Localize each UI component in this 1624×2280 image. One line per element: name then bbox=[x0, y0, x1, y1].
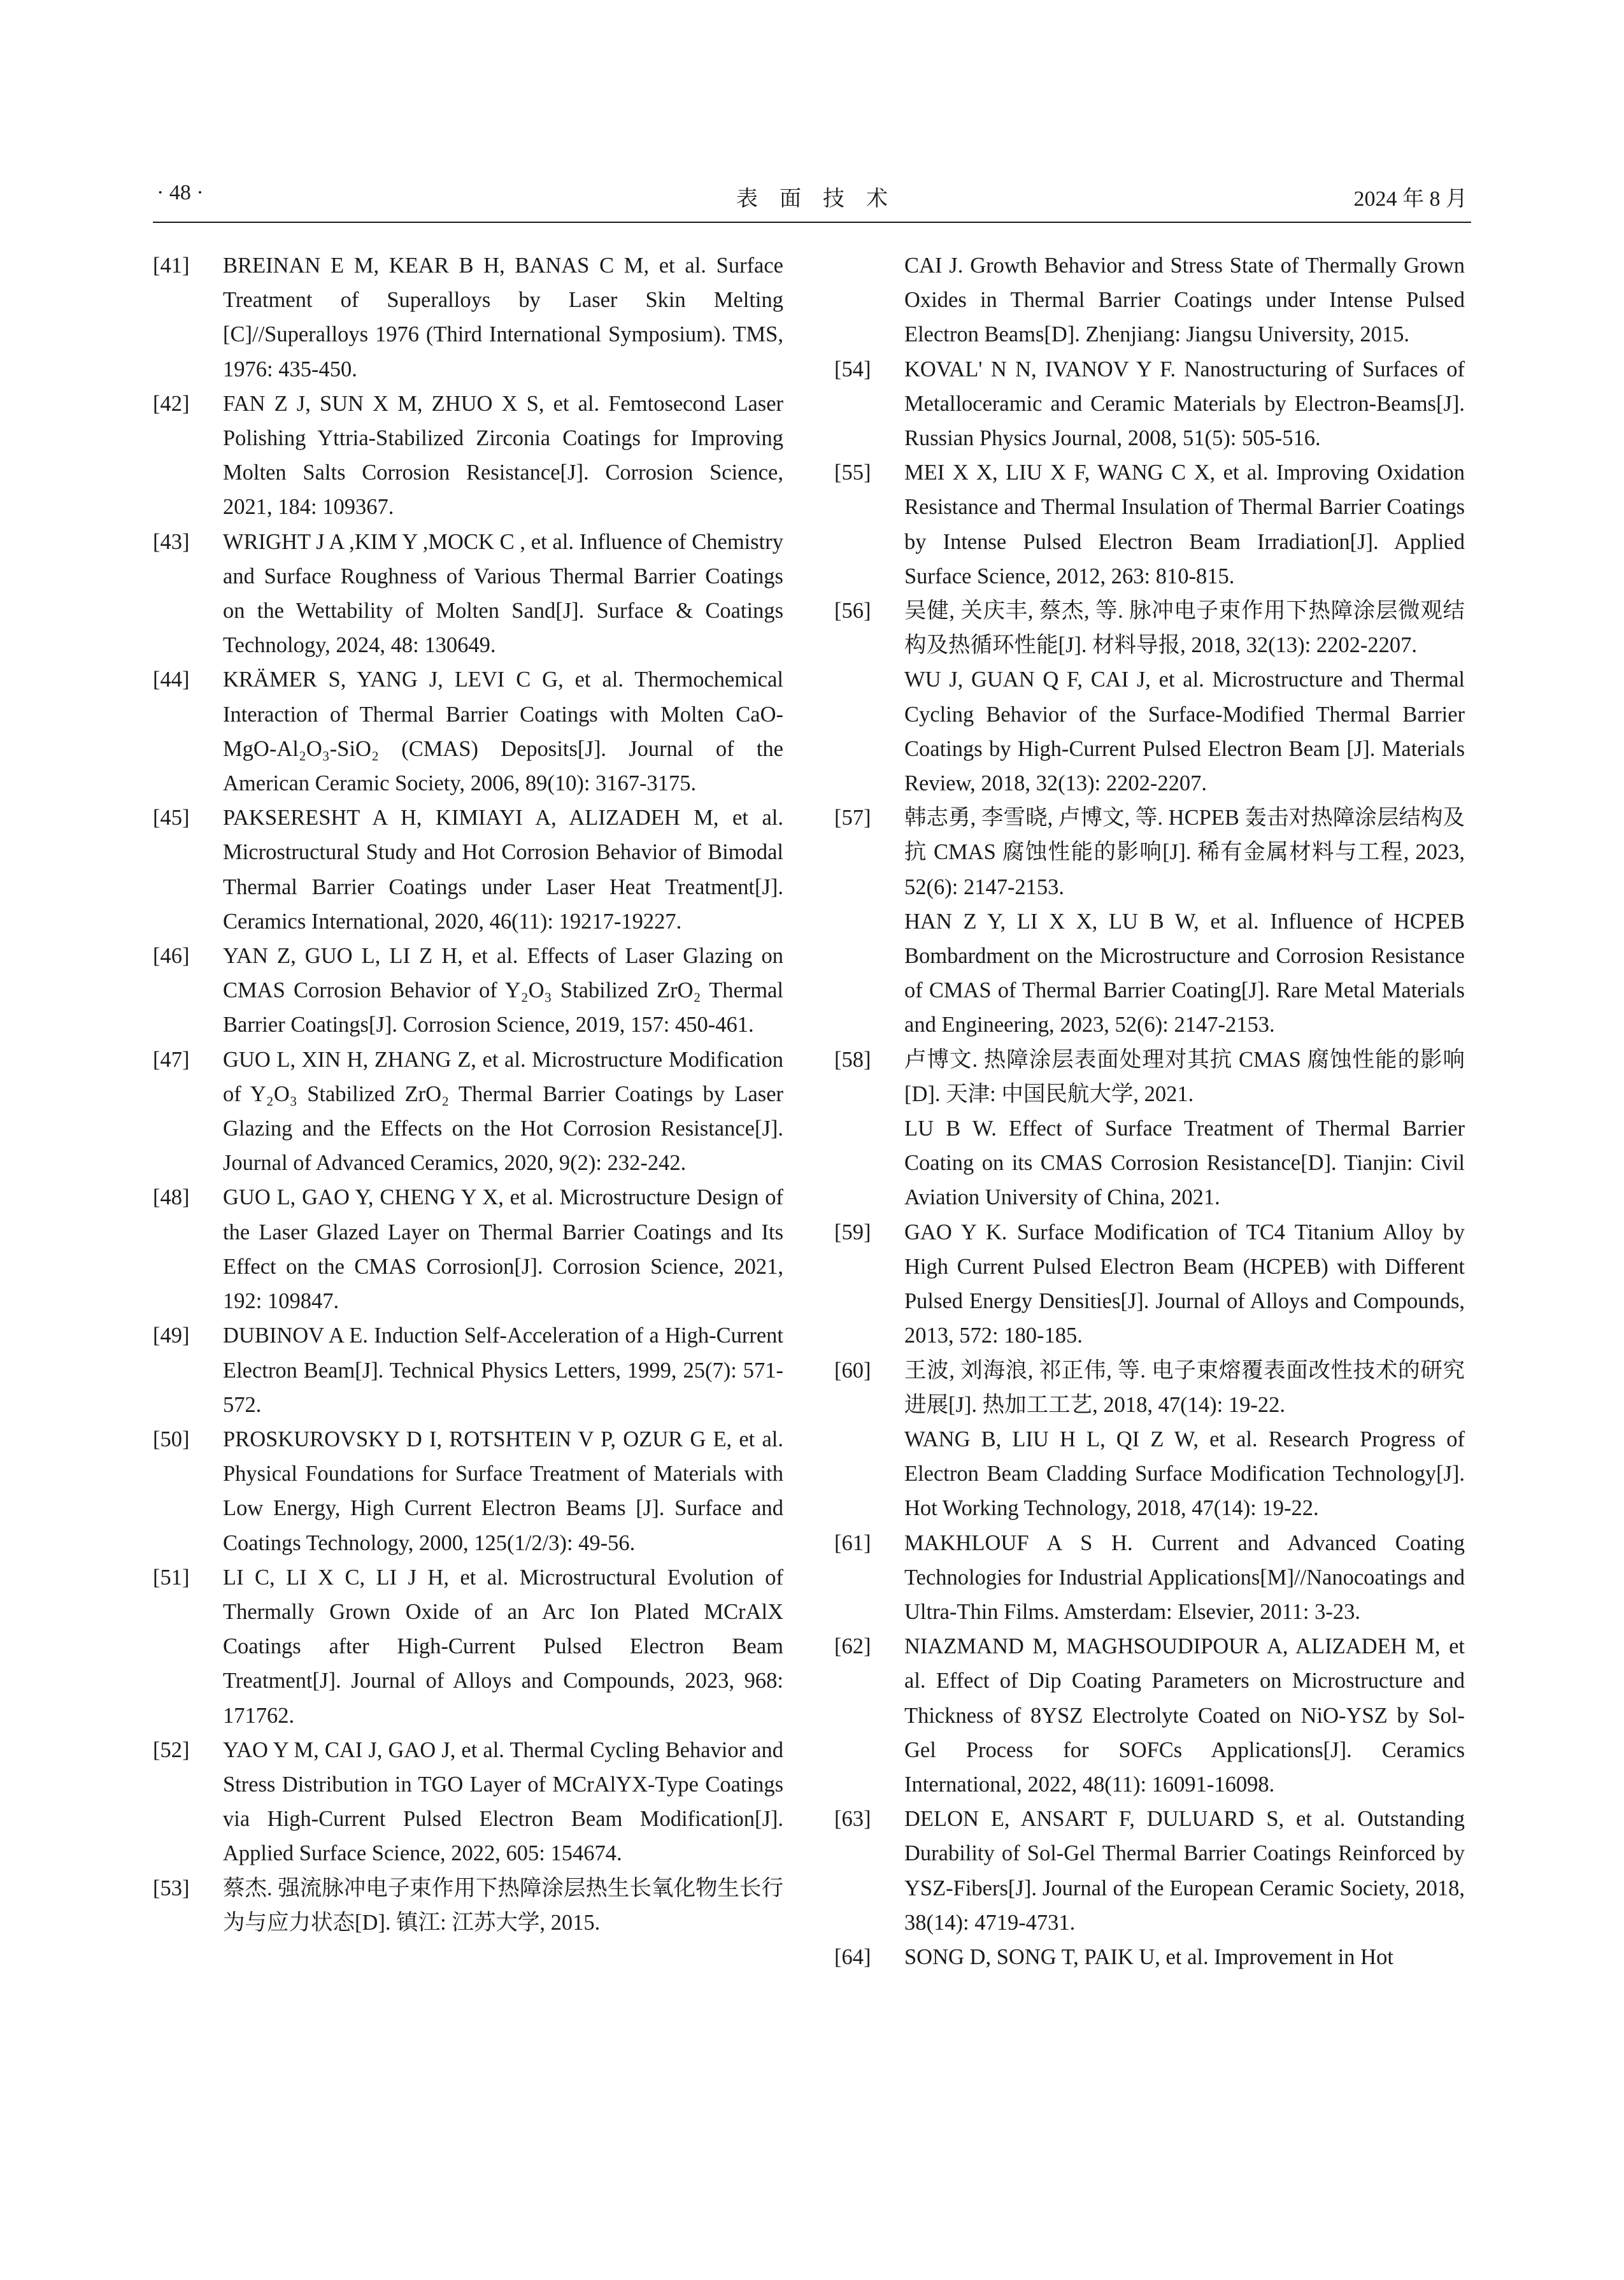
reference-entry bbox=[153, 1422, 783, 1560]
reference-translation: WU J, GUAN Q F, CAI J, et al. Microstructure and Thermal Cycling Behavior of the Surface-Modified Thermal Barrier Coatings by High-Current Pulsed Electron Beam [J]. Materials Review, 2018, 32(13): 2202-2207. bbox=[904, 667, 1465, 796]
reference-number: [61] bbox=[834, 1530, 871, 1555]
reference-entry bbox=[834, 352, 1465, 456]
reference-text: KRÄMER S, YANG J, LEVI C G, et al. Thermochemical Interaction of Thermal Barrier Coatings with Molten CaO-MgO-Al₂O₃-SiO₂ (CMAS) Deposits[J]. Journal of the American Ceramic Society, 2006, 89(10): 3167-3175. bbox=[223, 667, 783, 796]
reference-text: NIAZMAND M, MAGHSOUDIPOUR A, ALIZADEH M, et al. Effect of Dip Coating Parameters on Microstructure and Thickness of 8YSZ Electrolyte Coated on NiO-YSZ by Sol-Gel Process for SOFCs Applications[J]. Ceramics International, 2022, 48(11): 16091-16098. bbox=[904, 1634, 1465, 1797]
issue-date: 2024 年 8 月 bbox=[1353, 187, 1467, 211]
reference-continuation: CAI J. Growth Behavior and Stress State of Thermally Grown Oxides in Thermal Barrier Coatings under Intense Pulsed Electron Beams[D]. Zhenjiang: Jiangsu University, 2015. bbox=[904, 253, 1465, 347]
reference-text: 卢博文. 热障涂层表面处理对其抗 CMAS 腐蚀性能的影响[D]. 天津: 中国民航大学, 2021. bbox=[904, 1047, 1465, 1106]
references-left-column bbox=[153, 248, 783, 1940]
reference-text: WRIGHT J A ,KIM Y ,MOCK C , et al. Influence of Chemistry and Surface Roughness of Various Thermal Barrier Coatings on the Wettability of Molten Sand[J]. Surface & Coatings Technology, 2024, 48: 130649. bbox=[223, 529, 783, 658]
reference-text: PAKSERESHT A H, KIMIAYI A, ALIZADEH M, et al. Microstructural Study and Hot Corrosion Behavior of Bimodal Thermal Barrier Coatings under Laser Heat Treatment[J]. Ceramics International, 2020, 46(11): 19217-19227. bbox=[223, 806, 783, 934]
references-right-column bbox=[834, 248, 1465, 1974]
reference-text: 吴健, 关庆丰, 蔡杰, 等. 脉冲电子束作用下热障涂层微观结构及热循环性能[J]. 材料导报, 2018, 32(13): 2202-2207. bbox=[904, 599, 1465, 658]
journal-title: 表面技术 bbox=[736, 187, 909, 211]
reference-text: 王波, 刘海浪, 祁正伟, 等. 电子束熔覆表面改性技术的研究进展[J]. 热加工工艺, 2018, 47(14): 19-22. bbox=[904, 1358, 1465, 1417]
reference-number: [62] bbox=[834, 1634, 871, 1659]
reference-text: DUBINOV A E. Induction Self-Acceleration of a High-Current Electron Beam[J]. Technical Physics Letters, 1999, 25(7): 571-572. bbox=[223, 1323, 783, 1417]
reference-number: [63] bbox=[834, 1807, 871, 1832]
reference-entry bbox=[834, 1215, 1465, 1353]
reference-number: [47] bbox=[153, 1047, 190, 1072]
reference-number: [51] bbox=[153, 1565, 190, 1590]
reference-number: [45] bbox=[153, 806, 190, 830]
reference-entry bbox=[153, 1871, 783, 1940]
reference-text: GUO L, GAO Y, CHENG Y X, et al. Microstructure Design of the Laser Glazed Layer on Thermal Barrier Coatings and Its Effect on the CMAS Corrosion[J]. Corrosion Science, 2021, 192: 109847. bbox=[223, 1185, 783, 1314]
reference-entry bbox=[834, 1802, 1465, 1940]
reference-number: [56] bbox=[834, 599, 871, 623]
reference-entry bbox=[153, 1318, 783, 1422]
reference-number: [50] bbox=[153, 1427, 190, 1451]
reference-number: [52] bbox=[153, 1737, 190, 1762]
reference-entry bbox=[153, 939, 783, 1043]
reference-text: 韩志勇, 李雪晓, 卢博文, 等. HCPEB 轰击对热障涂层结构及抗 CMAS 腐蚀性能的影响[J]. 稀有金属材料与工程, 2023, 52(6): 2147-2153. bbox=[904, 806, 1465, 899]
reference-text: FAN Z J, SUN X M, ZHUO X S, et al. Femtosecond Laser Polishing Yttria-Stabilized Zirconia Coatings for Improving Molten Salts Corrosion Resistance[J]. Corrosion Science, 2021, 184: 109367. bbox=[223, 391, 783, 520]
reference-text: LI C, LI X C, LI J H, et al. Microstructural Evolution of Thermally Grown Oxide of an Arc Ion Plated MCrAlX Coatings after High-Current Pulsed Electron Beam Treatment[J]. Journal of Alloys and Compounds, 2023, 968: 171762. bbox=[223, 1565, 783, 1728]
reference-number: [41] bbox=[153, 253, 190, 278]
reference-text: YAN Z, GUO L, LI Z H, et al. Effects of Laser Glazing on CMAS Corrosion Behavior of Y₂O₃ Stabilized ZrO₂ Thermal Barrier Coatings[J]. Corrosion Science, 2019, 157: 450-461. bbox=[223, 944, 783, 1037]
reference-number: [59] bbox=[834, 1220, 871, 1244]
reference-translation: HAN Z Y, LI X X, LU B W, et al. Influence of HCPEB Bombardment on the Microstructure and Corrosion Resistance of CMAS of Thermal Barrier Coating[J]. Rare Metal Materials and Engineering, 2023, 52(6): 2147-2153. bbox=[904, 909, 1465, 1037]
reference-number: [57] bbox=[834, 806, 871, 830]
reference-entry bbox=[834, 594, 1465, 662]
reference-entry bbox=[834, 801, 1465, 904]
reference-entry bbox=[153, 525, 783, 663]
reference-entry bbox=[153, 662, 783, 801]
reference-text: SONG D, SONG T, PAIK U, et al. Improvement in Hot bbox=[904, 1944, 1393, 1969]
page-number: · 48 · bbox=[157, 181, 204, 204]
reference-entry bbox=[834, 455, 1465, 594]
reference-number: [42] bbox=[153, 391, 190, 416]
reference-number: [54] bbox=[834, 357, 871, 381]
reference-number: [48] bbox=[153, 1185, 190, 1210]
reference-number: [46] bbox=[153, 944, 190, 969]
reference-translation: WANG B, LIU H L, QI Z W, et al. Research Progress of Electron Beam Cladding Surface Modification Technology[J]. Hot Working Technology, 2018, 47(14): 19-22. bbox=[904, 1427, 1465, 1521]
reference-entry bbox=[153, 1560, 783, 1733]
reference-entry bbox=[834, 1353, 1465, 1422]
reference-entry bbox=[153, 387, 783, 525]
reference-text: 蔡杰. 强流脉冲电子束作用下热障涂层热生长氧化物生长行为与应力状态[D]. 镇江: 江苏大学, 2015. bbox=[223, 1876, 783, 1935]
reference-number: [58] bbox=[834, 1047, 871, 1072]
reference-text: MEI X X, LIU X F, WANG C X, et al. Improving Oxidation Resistance and Thermal Insulation of Thermal Barrier Coatings by Intense Pulsed Electron Beam Irradiation[J]. Applied Surface Science, 2012, 263: 810-815. bbox=[904, 460, 1465, 588]
reference-number: [60] bbox=[834, 1358, 871, 1383]
reference-entry bbox=[153, 1733, 783, 1871]
reference-text: GAO Y K. Surface Modification of TC4 Titanium Alloy by High Current Pulsed Electron Beam (HCPEB) with Different Pulsed Energy Densities[J]. Journal of Alloys and Compounds, 2013, 572: 180-185. bbox=[904, 1220, 1465, 1348]
reference-text: KOVAL' N N, IVANOV Y F. Nanostructuring of Surfaces of Metalloceramic and Ceramic Materials by Electron-Beams[J]. Russian Physics Journal, 2008, 51(5): 505-516. bbox=[904, 357, 1465, 451]
reference-number: [53] bbox=[153, 1876, 190, 1900]
reference-entry bbox=[153, 1043, 783, 1181]
reference-number: [44] bbox=[153, 667, 190, 692]
reference-text: DELON E, ANSART F, DULUARD S, et al. Outstanding Durability of Sol-Gel Thermal Barrier Coatings Reinforced by YSZ-Fibers[J]. Journal of the European Ceramic Society, 2018, 38(14): 4719-4731. bbox=[904, 1807, 1465, 1935]
reference-text: MAKHLOUF A S H. Current and Advanced Coating Technologies for Industrial Applications[M]//Nanocoatings and Ultra-Thin Films. Amsterdam: Elsevier, 2011: 3-23. bbox=[904, 1530, 1465, 1624]
reference-text: PROSKUROVSKY D I, ROTSHTEIN V P, OZUR G E, et al. Physical Foundations for Surface Treatment of Materials with Low Energy, High Current Electron Beams [J]. Surface and Coatings Technology, 2000, 125(1/2/3): 49-56. bbox=[223, 1427, 783, 1555]
reference-entry bbox=[834, 1629, 1465, 1802]
reference-text: YAO Y M, CAI J, GAO J, et al. Thermal Cycling Behavior and Stress Distribution in TGO Layer of MCrAlYX-Type Coatings via High-Current Pulsed Electron Beam Modification[J]. Applied Surface Science, 2022, 605: 154674. bbox=[223, 1737, 783, 1866]
reference-text: GUO L, XIN H, ZHANG Z, et al. Microstructure Modification of Y₂O₃ Stabilized ZrO₂ Thermal Barrier Coatings by Laser Glazing and the Effects on the Hot Corrosion Resistance[J]. Journal of Advanced Ceramics, 2020, 9(2): 232-242. bbox=[223, 1047, 783, 1176]
reference-entry bbox=[153, 248, 783, 387]
reference-entry bbox=[834, 1043, 1465, 1111]
reference-translation: LU B W. Effect of Surface Treatment of Thermal Barrier Coating on its CMAS Corrosion Resistance[D]. Tianjin: Civil Aviation University of China, 2021. bbox=[904, 1116, 1465, 1210]
reference-number: [49] bbox=[153, 1323, 190, 1348]
reference-entry bbox=[834, 1526, 1465, 1630]
reference-entry bbox=[834, 1940, 1465, 1974]
reference-text: BREINAN E M, KEAR B H, BANAS C M, et al. Surface Treatment of Superalloys by Laser Skin Melting [C]//Superalloys 1976 (Third International Symposium). TMS, 1976: 435-450. bbox=[223, 253, 783, 381]
reference-number: [55] bbox=[834, 460, 871, 485]
reference-entry bbox=[153, 1180, 783, 1318]
reference-entry bbox=[153, 801, 783, 939]
reference-number: [43] bbox=[153, 529, 190, 554]
page-header bbox=[153, 177, 1471, 223]
reference-number: [64] bbox=[834, 1944, 871, 1969]
